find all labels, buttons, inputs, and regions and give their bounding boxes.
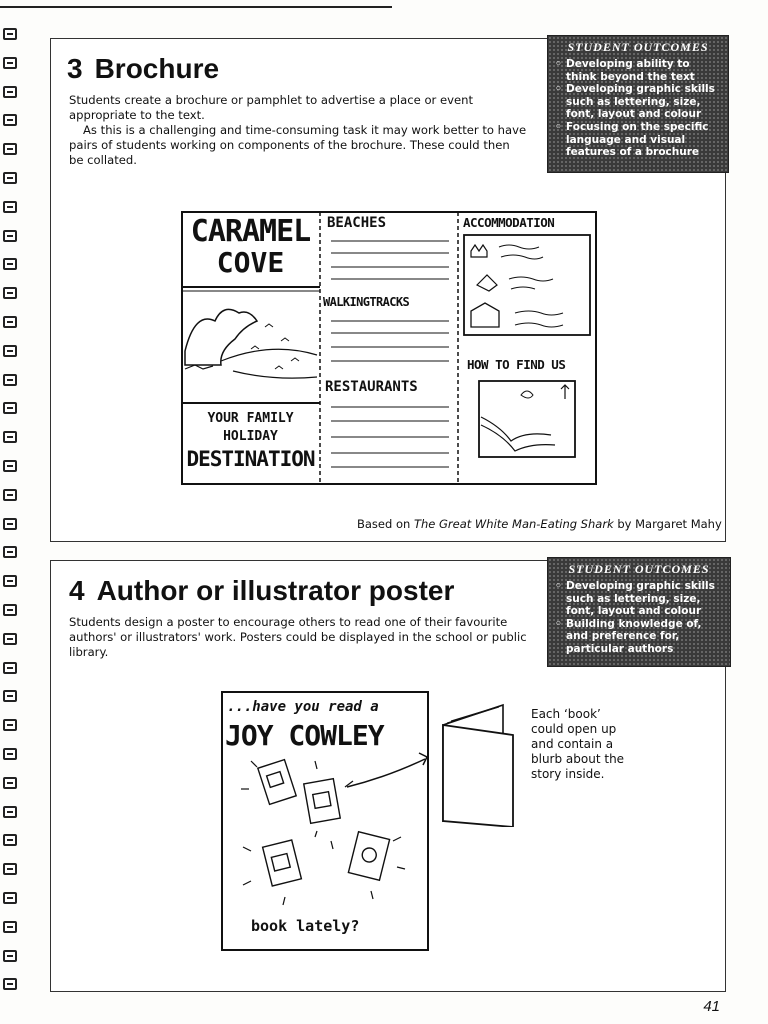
binding-ring [3, 518, 17, 530]
binding-ring [3, 287, 17, 299]
binding-ring [3, 604, 17, 616]
binding-ring [3, 114, 17, 126]
binding-ring [3, 431, 17, 443]
outcomes-list [554, 58, 722, 159]
binding-ring [3, 374, 17, 386]
activity-number: 4 [69, 575, 85, 606]
credit-suffix: by Margaret Mahy [613, 517, 722, 531]
binding-ring [3, 978, 17, 990]
activity-number: 3 [67, 53, 83, 84]
student-outcomes-box [547, 35, 729, 173]
credit-prefix: Based on [357, 517, 414, 531]
binding-ring [3, 201, 17, 213]
binding-ring [3, 921, 17, 933]
poster-author-name: JOY COWLEY [225, 719, 384, 752]
binding-ring [3, 489, 17, 501]
brochure-slogan-line2: HOLIDAY [223, 429, 278, 444]
binding-ring [3, 690, 17, 702]
brochure-slogan-line3: DESTINATION [186, 447, 315, 471]
binding-ring [3, 345, 17, 357]
outcomes-title: STUDENT OUTCOMES [568, 562, 710, 576]
book-note-line: story inside. [531, 767, 605, 781]
book-note-line: Each ‘book’ [531, 707, 601, 721]
binding-ring [3, 950, 17, 962]
student-outcomes-box [547, 557, 731, 667]
book-note-line: could open up [531, 722, 617, 736]
binding-ring [3, 748, 17, 760]
binding-ring [3, 719, 17, 731]
outcome-item: ◦ Building knowledge of, and preference for, particular authors [566, 618, 724, 656]
credit-title: The Great White Man-Eating Shark [413, 517, 614, 531]
binding-ring [3, 57, 17, 69]
activity-poster-panel [50, 560, 726, 992]
binding-ring [3, 546, 17, 558]
binding-ring [3, 402, 17, 414]
activity-description: Students create a brochure or pamphlet to advertise a place or event appropriate to the text. [69, 93, 474, 122]
binding-ring [3, 863, 17, 875]
outcomes-list [554, 580, 724, 656]
brochure-heading-restaurants: RESTAURANTS [325, 379, 418, 395]
binding-ring [3, 662, 17, 674]
binding-ring [3, 28, 17, 40]
source-credit [357, 517, 722, 531]
brochure-slogan-line1: YOUR FAMILY [207, 411, 294, 426]
binding-ring [3, 777, 17, 789]
binding-ring [3, 316, 17, 328]
binding-ring [3, 172, 17, 184]
binding-ring [3, 575, 17, 587]
poster-illustration [221, 691, 431, 953]
activity-brochure-panel [50, 38, 726, 542]
brochure-heading-find-us: HOW TO FIND US [467, 357, 566, 372]
binding-ring [3, 834, 17, 846]
top-rule [0, 6, 392, 8]
activity-title-text: Brochure [94, 53, 220, 84]
page-number: 41 [703, 998, 720, 1015]
book-note-line: blurb about the [531, 752, 625, 766]
brochure-heading-accommodation: ACCOMMODATION [463, 215, 555, 230]
poster-bottom-line: book lately? [251, 917, 360, 935]
outcome-item: ◦ Developing graphic skills such as lettering, size, font, layout and colour [566, 83, 722, 121]
binding-ring [3, 143, 17, 155]
outcomes-title: STUDENT OUTCOMES [567, 40, 709, 54]
brochure-illustration [181, 211, 597, 485]
binding-ring [3, 230, 17, 242]
binding-ring [3, 258, 17, 270]
brochure-heading-beaches: BEACHES [327, 215, 387, 231]
activity-title-text: Author or illustrator poster [96, 575, 455, 606]
outcome-item: ◦ Developing graphic skills such as lettering, size, font, layout and colour [566, 580, 724, 618]
activity-description: Students design a poster to encourage others to read one of their favourite authors' or illustrators' work. Posters could be displayed in the school or public library. [69, 615, 527, 659]
brochure-title-line1: CARAMEL [190, 214, 311, 249]
binding-ring [3, 806, 17, 818]
binding-ring [3, 633, 17, 645]
binding-ring [3, 86, 17, 98]
activity-title [69, 575, 454, 607]
book-note [531, 707, 624, 782]
binding-ring [3, 460, 17, 472]
brochure-heading-walking-tracks: WALKINGTRACKS [323, 295, 410, 309]
brochure-title-line2: COVE [216, 246, 285, 279]
open-book-drawing [437, 703, 517, 827]
binding-ring [3, 892, 17, 904]
outcome-item: ◦ Developing ability to think beyond the text [566, 58, 722, 83]
spiral-binding [0, 28, 22, 1008]
poster-top-line: ...have you read a [227, 699, 379, 715]
activity-description-2: As this is a challenging and time-consuming task it may work better to have pairs of students working on components of the brochure. These could then be collated. [69, 123, 527, 167]
book-note-line: and contain a [531, 737, 614, 751]
outcome-item: ◦ Focusing on the specific language and visual features of a brochure [566, 121, 722, 159]
activity-title [67, 53, 219, 85]
